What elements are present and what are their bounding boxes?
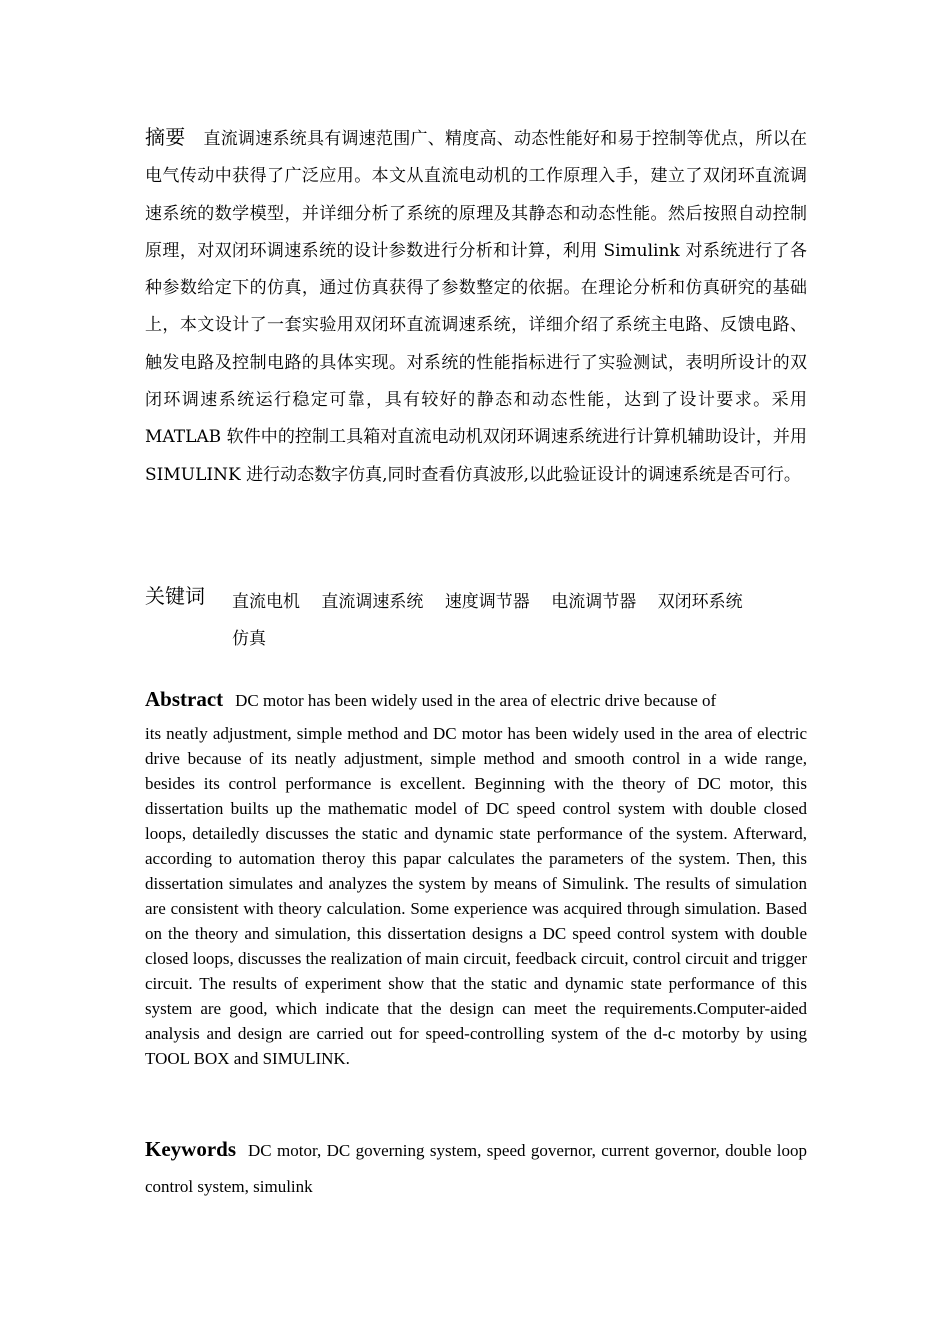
english-abstract-first-line — [145, 683, 807, 717]
chinese-keyword: 电流调节器 — [551, 592, 637, 612]
english-abstract-first-text: DC motor has been widely used in the area of electric drive because of — [235, 691, 717, 710]
english-keywords-text: DC motor, DC governing system, speed governor, current governor, double loop control system, simulink — [145, 1141, 807, 1196]
chinese-abstract — [145, 119, 807, 494]
chinese-abstract-body: 直流调速系统具有调速范围广、精度高、动态性能好和易于控制等优点，所以在电气传动中获得了广泛应用。本文从直流电动机的工作原理入手，建立了双闭环直流调速系统的数学模型，并详细分析了系统的原理及其静态和动态性能。然后按照自动控制原理，对双闭环调速系统的设计参数进行分析和计算，利用 Simulink 对系统进行了各种参数给定下的仿真，通过仿真获得了参数整定的依据。在理论分析和仿真研究的基础上，本文设计了一套实验用双闭环直流调速系统，详细介绍了系统主电路、反馈电路、触发电路及控制电路的具体实现。对系统的性能指标进行了实验测试，表明所设计的双闭环调速系统运行稳定可靠，具有较好的静态和动态性能，达到了设计要求。采用 MATLAB 软件中的控制工具箱对直流电动机双闭环调速系统进行计算机辅助设计，并用 SIMULINK 进行动态数字仿真,同时查看仿真波形,以此验证设计的调速系统是否可行。 — [145, 129, 807, 485]
chinese-keyword: 双闭环系统 — [657, 592, 743, 612]
chinese-keyword: 直流调速系统 — [321, 592, 424, 612]
english-keywords-heading: Keywords — [145, 1137, 236, 1161]
chinese-keyword: 速度调节器 — [444, 592, 530, 612]
english-abstract-heading: Abstract — [145, 687, 224, 711]
english-keywords — [145, 1131, 807, 1205]
chinese-keywords-heading: 关键词 — [145, 584, 205, 608]
chinese-keywords-list — [232, 584, 812, 658]
english-abstract — [145, 683, 807, 1071]
chinese-keyword: 直流电机 — [232, 592, 300, 612]
chinese-keyword: 仿真 — [232, 629, 266, 649]
chinese-abstract-heading: 摘要 — [145, 125, 186, 149]
english-abstract-body: its neatly adjustment, simple method and DC motor has been widely used in the area of electric drive because of its neatly adjustment, simple method and smooth control in a wide range, besides its control performance is excellent. Beginning with the theory of DC motor, this dissertation builts up the mathematic model of DC speed control system with double closed loops, detailedly discusses the static and dynamic state performance of the system. Afterward, according to automation theroy this papar calculates the parameters of the system. Then, this dissertation simulates and analyzes the system by means of Simulink. The results of simulation are consistent with theory calculation. Some experience was acquired through simulation. Based on the theory and simulation, this dissertation designs a DC speed control system with double closed loops, discusses the realization of main circuit, feedback circuit, control circuit and trigger circuit. The results of experiment show that the static and dynamic state performance of this system are good, which indicate that the design can meet the requirements.Computer-aided analysis and design are carried out for speed-controlling system of the d-c motorby by using TOOL BOX and SIMULINK. — [145, 724, 807, 1068]
